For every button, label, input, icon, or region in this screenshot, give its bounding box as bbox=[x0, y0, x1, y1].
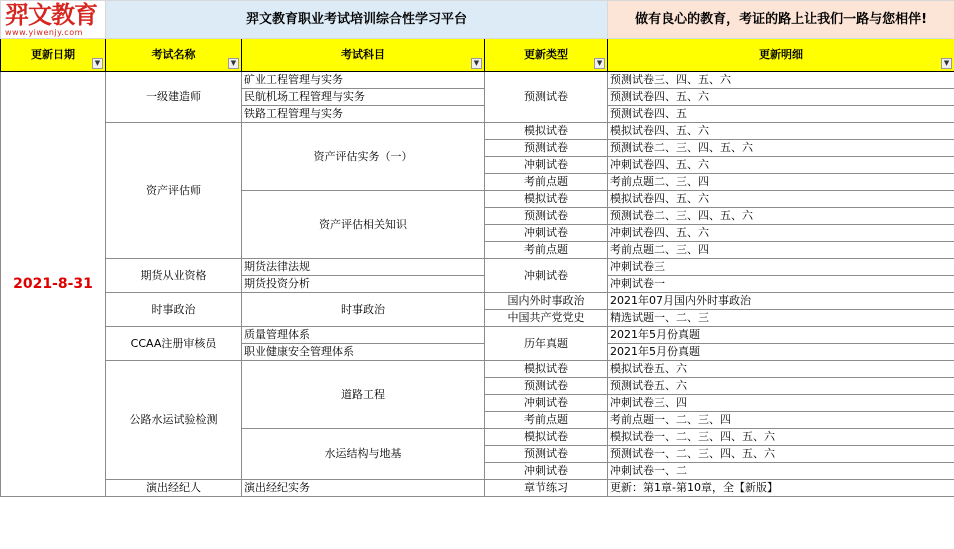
update-detail: 冲刺试卷四、五、六 bbox=[608, 225, 954, 242]
update-type: 冲刺试卷 bbox=[485, 463, 608, 480]
banner-row bbox=[1, 1, 954, 39]
update-detail: 预测试卷二、三、四、五、六 bbox=[608, 208, 954, 225]
update-detail: 冲刺试卷四、五、六 bbox=[608, 157, 954, 174]
exam-name: 公路水运试验检测 bbox=[106, 361, 242, 480]
table-row bbox=[1, 361, 954, 378]
exam-name: 期货从业资格 bbox=[106, 259, 242, 293]
update-type: 考前点题 bbox=[485, 174, 608, 191]
dropdown-icon[interactable]: ▼ bbox=[594, 58, 605, 69]
table-row bbox=[1, 123, 954, 140]
header-type-label: 更新类型 bbox=[524, 48, 569, 61]
table-row bbox=[1, 327, 954, 344]
update-date: 2021-8-31 bbox=[1, 72, 106, 497]
update-detail: 考前点题二、三、四 bbox=[608, 174, 954, 191]
update-type: 预测试卷 bbox=[485, 208, 608, 225]
dropdown-icon[interactable]: ▼ bbox=[471, 58, 482, 69]
banner-title: 羿文教育职业考试培训综合性学习平台 bbox=[106, 1, 608, 39]
update-detail: 预测试卷四、五 bbox=[608, 106, 954, 123]
update-type: 中国共产党党史 bbox=[485, 310, 608, 327]
subject-name: 期货投资分析 bbox=[242, 276, 485, 293]
update-type: 预测试卷 bbox=[485, 72, 608, 123]
update-detail: 精选试题一、二、三 bbox=[608, 310, 954, 327]
subject-name: 道路工程 bbox=[242, 361, 485, 429]
update-type: 章节练习 bbox=[485, 480, 608, 497]
subject-name: 矿业工程管理与实务 bbox=[242, 72, 485, 89]
update-detail: 预测试卷三、四、五、六 bbox=[608, 72, 954, 89]
update-type: 预测试卷 bbox=[485, 378, 608, 395]
subject-name: 铁路工程管理与实务 bbox=[242, 106, 485, 123]
update-type: 模拟试卷 bbox=[485, 361, 608, 378]
filter-icon[interactable]: ▼ bbox=[92, 58, 103, 69]
update-type: 模拟试卷 bbox=[485, 123, 608, 140]
update-detail: 预测试卷二、三、四、五、六 bbox=[608, 140, 954, 157]
header-date[interactable] bbox=[1, 39, 106, 72]
subject-name: 职业健康安全管理体系 bbox=[242, 344, 485, 361]
update-detail: 2021年5月份真题 bbox=[608, 344, 954, 361]
update-type: 预测试卷 bbox=[485, 446, 608, 463]
header-date-label: 更新日期 bbox=[31, 48, 75, 61]
update-type: 冲刺试卷 bbox=[485, 259, 608, 293]
subject-name: 资产评估实务（一） bbox=[242, 123, 485, 191]
banner-slogan: 做有良心的教育，考证的路上让我们一路与您相伴! bbox=[608, 1, 954, 39]
update-detail: 预测试卷四、五、六 bbox=[608, 89, 954, 106]
table-row bbox=[1, 259, 954, 276]
update-detail: 模拟试卷五、六 bbox=[608, 361, 954, 378]
update-detail: 冲刺试卷三、四 bbox=[608, 395, 954, 412]
update-detail: 模拟试卷四、五、六 bbox=[608, 191, 954, 208]
update-detail: 模拟试卷一、二、三、四、五、六 bbox=[608, 429, 954, 446]
exam-name: 一级建造师 bbox=[106, 72, 242, 123]
update-detail: 2021年5月份真题 bbox=[608, 327, 954, 344]
header-detail[interactable] bbox=[608, 39, 954, 72]
update-type: 冲刺试卷 bbox=[485, 395, 608, 412]
header-detail-label: 更新明细 bbox=[759, 48, 804, 61]
update-type: 模拟试卷 bbox=[485, 429, 608, 446]
logo-text: 羿文教育 bbox=[5, 0, 97, 29]
update-detail: 预测试卷五、六 bbox=[608, 378, 954, 395]
dropdown-icon[interactable]: ▼ bbox=[941, 58, 952, 69]
header-exam-label: 考试名称 bbox=[151, 48, 196, 61]
update-type: 预测试卷 bbox=[485, 140, 608, 157]
header-row bbox=[1, 39, 954, 72]
update-type: 考前点题 bbox=[485, 242, 608, 259]
subject-name: 演出经纪实务 bbox=[242, 480, 485, 497]
update-detail: 考前点题二、三、四 bbox=[608, 242, 954, 259]
logo bbox=[1, 1, 106, 39]
subject-name: 时事政治 bbox=[242, 293, 485, 327]
logo-url: www.yiwenjy.com bbox=[5, 28, 83, 37]
header-subject-label: 考试科目 bbox=[341, 48, 385, 61]
update-type: 国内外时事政治 bbox=[485, 293, 608, 310]
update-detail: 2021年07月国内外时事政治 bbox=[608, 293, 954, 310]
update-type: 冲刺试卷 bbox=[485, 225, 608, 242]
subject-name: 期货法律法规 bbox=[242, 259, 485, 276]
update-detail: 冲刺试卷三 bbox=[608, 259, 954, 276]
exam-name: 时事政治 bbox=[106, 293, 242, 327]
update-type: 历年真题 bbox=[485, 327, 608, 361]
update-detail: 更新：第1章-第10章，全【新版】 bbox=[608, 480, 954, 497]
exam-name: CCAA注册审核员 bbox=[106, 327, 242, 361]
update-detail: 预测试卷一、二、三、四、五、六 bbox=[608, 446, 954, 463]
update-detail: 模拟试卷四、五、六 bbox=[608, 123, 954, 140]
subject-name: 资产评估相关知识 bbox=[242, 191, 485, 259]
subject-name: 质量管理体系 bbox=[242, 327, 485, 344]
table-row bbox=[1, 293, 954, 310]
exam-name: 演出经纪人 bbox=[106, 480, 242, 497]
subject-name: 水运结构与地基 bbox=[242, 429, 485, 480]
header-exam[interactable] bbox=[106, 39, 242, 72]
header-type[interactable] bbox=[485, 39, 608, 72]
update-detail: 冲刺试卷一 bbox=[608, 276, 954, 293]
update-type: 冲刺试卷 bbox=[485, 157, 608, 174]
table-row bbox=[1, 480, 954, 497]
update-detail: 考前点题一、二、三、四 bbox=[608, 412, 954, 429]
dropdown-icon[interactable]: ▼ bbox=[228, 58, 239, 69]
header-subject[interactable] bbox=[242, 39, 485, 72]
subject-name: 民航机场工程管理与实务 bbox=[242, 89, 485, 106]
exam-name: 资产评估师 bbox=[106, 123, 242, 259]
update-detail: 冲刺试卷一、二 bbox=[608, 463, 954, 480]
update-type: 模拟试卷 bbox=[485, 191, 608, 208]
update-type: 考前点题 bbox=[485, 412, 608, 429]
table-row bbox=[1, 72, 954, 89]
